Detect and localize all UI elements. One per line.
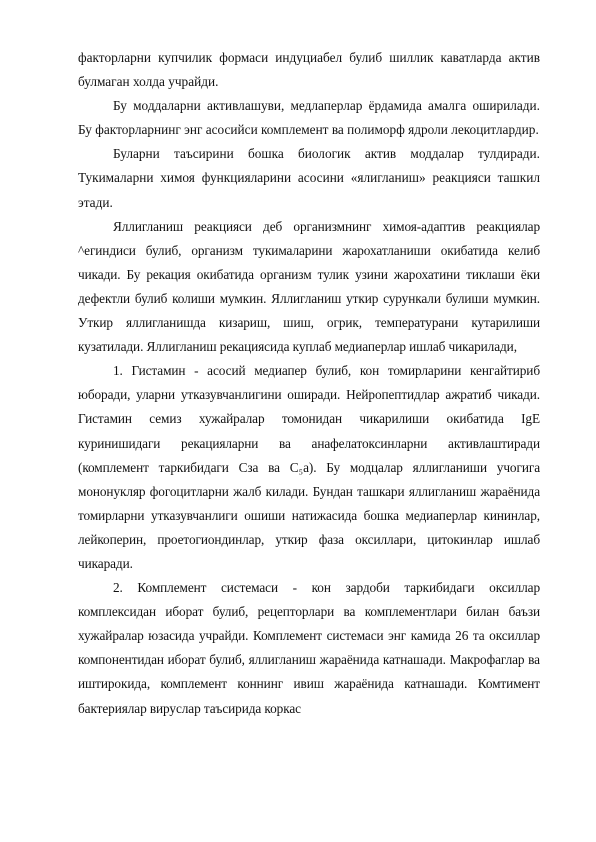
document-page	[78, 46, 540, 721]
paragraph-2: Бу моддаларни активлашуви, медлаперлар ёрдамида амалга оширилади. Бу факторларнинг энг асосийси комплемент ва полиморф ядроли лекоцитлардир.	[78, 98, 540, 138]
paragraph-3: Буларни таъсирини бошка биологик актив моддалар тулдиради. Тукималарни химоя функцияларини асосини «ялигланиш» реакцияси ташкил этади.	[78, 146, 540, 210]
paragraph-4: Яллигланиш реакцияси деб организмнинг химоя-адаптив реакциялар ^егиндиси булиб, организм тукималарини жарохатланиши окибатида келиб чикади. Бу рекация окибатида организм тулик узини жарохатини тиклаши ёки дефектли булиб колиши мумкин. Яллигланиш уткир сурункали булиши мумкин. Уткир яллигланишда кизариш, шиш, огрик, температурани кутарилиши кузатилади. Яллигланиш рекациясида куплаб медиаперлар ишлаб чикарилади,	[78, 218, 540, 355]
paragraph-1: факторларни купчилик формаси индуциабел булиб шиллик каватларда актив булмаган холда учрайди.	[78, 50, 540, 90]
paragraph-6-complement: 2. Комплемент системаси - кон зардоби таркибидаги оксиллар комплексидан иборат булиб, рецепторлари ва комплементлари билан баъзи хужайралар юзасида учрайди. Комплемент системаси энг камида 26 та оксиллар компонентидан иборат булиб, яллигланиш жараёнида катнашади. Макрофаглар ва иштирокида, комплемент коннинг ивиш жараёнида катнашади. Комтимент бактериялар вируслар таъсирида коркас	[78, 580, 540, 716]
paragraph-5-histamine: 1. Гистамин - асосий медиапер булиб, кон томирларини кенгайтириб юборади, уларни утказувчанлигини оширади. Нейропептидлар ажратиб чикади. Гистамин семиз хужайралар томонидан чикарилиши окибатида IgE куринишидаги рекацияларни ва анафелатоксинларни активлаштиради (комплемент таркибидаги Сза ва С₅а). Бу модцалар яллигланиши учогига мононукляр фогоцитларни жалб килади. Бундан ташкари яллигланиш жараёнида томирларни утказувчанлиги ошиши натижасида бошка медиаперлар кининлар, лейкоперин, проетогиондинлар, уткир фаза оксиллари, цитокинлар ишлаб чикаради.	[78, 363, 540, 571]
